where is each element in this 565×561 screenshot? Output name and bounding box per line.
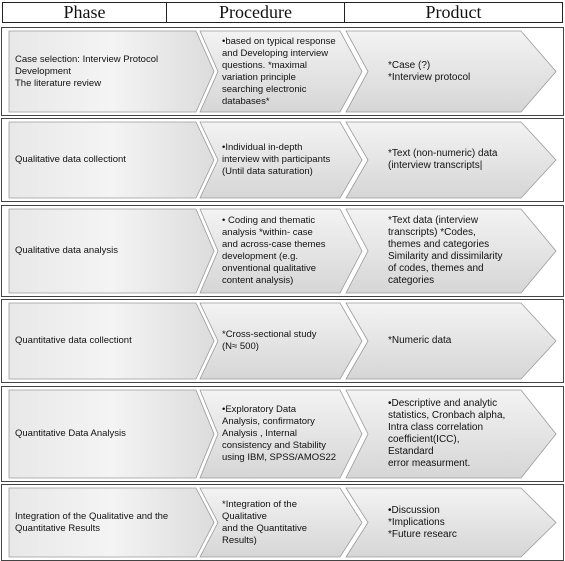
product-line: error measurment. [388,458,471,469]
product-line: *Future researc [388,528,457,540]
procedure-line: variation principle [222,71,296,83]
product-line: Intra class correlation [388,422,484,433]
header-procedure: Procedure [166,2,345,23]
product-line: *Numeric data [388,335,452,346]
procedure-line: •Individual in-depth [222,142,303,153]
procedure-line: questions. *maximal [222,59,308,71]
product-line: of codes, themes and [388,263,484,274]
product-line: *Case (?) [388,59,431,71]
phase-line: Quantitative Results [15,522,101,534]
procedure-line: • Coding and thematic [222,215,316,226]
phase-line: Quantitative Data Analysis [15,428,126,439]
phase-line: Integration of the Qualitative and the [15,510,169,522]
procedure-line: Qualitative [222,510,267,522]
procedure-line: databases* [222,95,270,107]
header-product: Product [344,2,563,23]
procedure-line: •Exploratory Data [222,404,297,415]
procedure-line: and Developing interview [222,47,329,59]
procedure-line: *Cross-sectional study [222,329,317,340]
procedure-line: *Integration of the [222,498,297,510]
product-line: *Implications [388,516,445,528]
product-line: *Text data (interview [388,215,479,226]
procedure-line: •based on typical response [222,35,336,47]
procedure-line: (Until data saturation) [222,166,313,177]
product-line: *Interview protocol [388,71,471,83]
product-line: coefficient(ICC), [388,434,460,445]
product-line: categories [388,275,435,286]
procedure-line: Results) [222,534,257,546]
procedure-line: Analysis , Internal [222,428,297,439]
procedure-line: and the Quantitative [222,522,308,534]
procedure-line: onventional qualitative [222,263,317,274]
product-line: (interview transcripts| [388,160,483,171]
product-line: *Text (non-numeric) data [388,148,498,159]
product-line: themes and categories [388,239,490,250]
procedure-line: consistency and Stability [222,440,327,451]
product-line: Estandard [388,446,434,457]
procedure-line: content analysis) [222,275,294,286]
procedure-line: and across-case themes [222,239,326,250]
product-line: •Descriptive and analytic [388,398,498,409]
product-line: transcripts) *Codes, [388,227,476,238]
phase-line: Quantitative data collectiont [15,335,132,346]
procedure-line: analysis *within- case [222,227,313,238]
phase-line: Qualitative data collectiont [15,154,126,165]
procedure-line: Analysis, confirmatory [222,416,315,427]
procedure-line: interview with participants [222,154,331,165]
product-line: Similarity and dissimilarity [388,251,503,262]
header-phase: Phase [2,2,167,23]
phase-line: Case selection: Interview Protocol [15,53,159,65]
procedure-line: using IBM, SPSS/AMOS22 [222,452,337,463]
product-line: •Discussion [388,504,440,516]
procedure-line: searching electronic [222,83,307,95]
phase-line: Development [15,65,71,77]
phase-line: Qualitative data analysis [15,245,118,256]
procedure-line: (N≈ 500) [222,341,259,352]
phase-line: The literature review [15,77,102,89]
product-line: statistics, Cronbach alpha, [388,410,506,421]
procedure-line: development (e.g. [222,251,299,262]
